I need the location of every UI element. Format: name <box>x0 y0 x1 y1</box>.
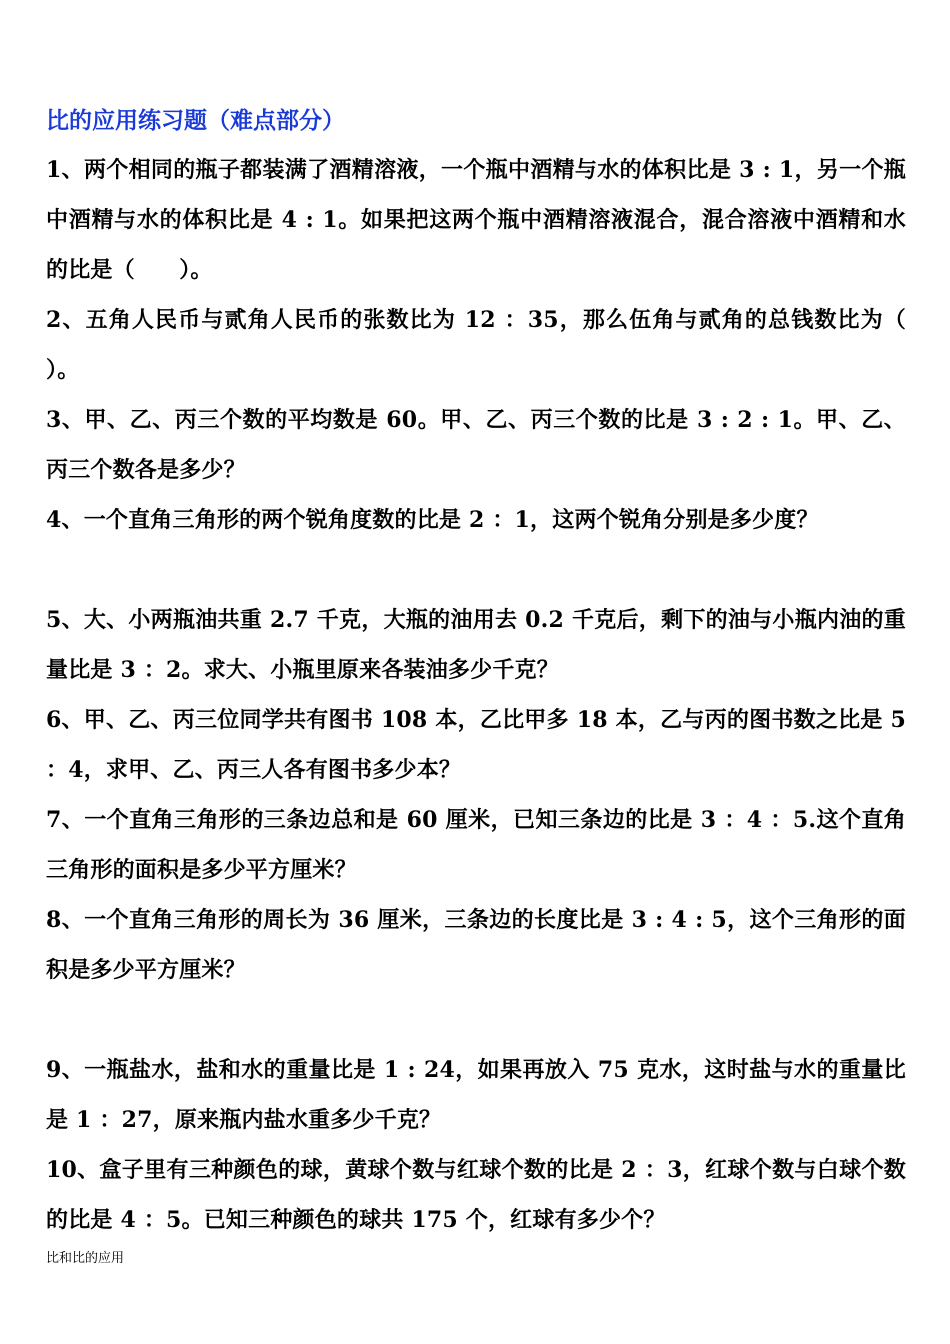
problem-5: 5、大、小两瓶油共重 2.7 千克，大瓶的油用去 0.2 千克后，剩下的油与小瓶内油的重量比是 3 ：2。求大、小瓶里原来各装油多少千克？ <box>46 607 906 683</box>
problem-8: 8、一个直角三角形的周长为 36 厘米，三条边的长度比是 3 : 4 : 5，这个三角形的面积是多少平方厘米？ <box>46 907 906 983</box>
problem-10: 10、盒子里有三种颜色的球，黄球个数与红球个数的比是 2 ：3，红球个数与白球个数的比是 4 ：5。已知三种颜色的球共 175 个，红球有多少个？ <box>46 1157 906 1233</box>
blank-line <box>46 995 906 1045</box>
problem-7: 7、一个直角三角形的三条边总和是 60 厘米，已知三条边的比是 3 ：4 ：5.这个直角三角形的面积是多少平方厘米？ <box>46 807 906 883</box>
page-footer: 比和比的应用 <box>46 1251 125 1266</box>
problem-4: 4、一个直角三角形的两个锐角度数的比是 2 ：1，这两个锐角分别是多少度？ <box>46 507 819 533</box>
problem-1: 1、两个相同的瓶子都装满了酒精溶液，一个瓶中酒精与水的体积比是 3 : 1，另一个瓶中酒精与水的体积比是 4 : 1。如果把这两个瓶中酒精溶液混合，混合溶液中酒精和水的比是（ ）。 <box>46 157 906 283</box>
problem-9: 9、一瓶盐水，盐和水的重量比是 1 : 24，如果再放入 75 克水，这时盐与水的重量比是 1 ：27，原来瓶内盐水重多少千克？ <box>46 1057 906 1133</box>
document-page <box>46 97 906 1245</box>
blank-line <box>46 545 906 595</box>
problem-3: 3、甲、乙、丙三个数的平均数是 60。甲、乙、丙三个数的比是 3 : 2 : 1。甲、乙、丙三个数各是多少？ <box>46 407 906 483</box>
page-title: 比的应用练习题（难点部分） <box>46 108 345 134</box>
problem-2: 2、五角人民币与贰角人民币的张数比为 12 ：35，那么伍角与贰角的总钱数比为（ ）。 <box>46 307 906 383</box>
problem-6: 6、甲、乙、丙三位同学共有图书 108 本，乙比甲多 18 本，乙与丙的图书数之比是 5 ：4，求甲、乙、丙三人各有图书多少本？ <box>46 707 906 783</box>
